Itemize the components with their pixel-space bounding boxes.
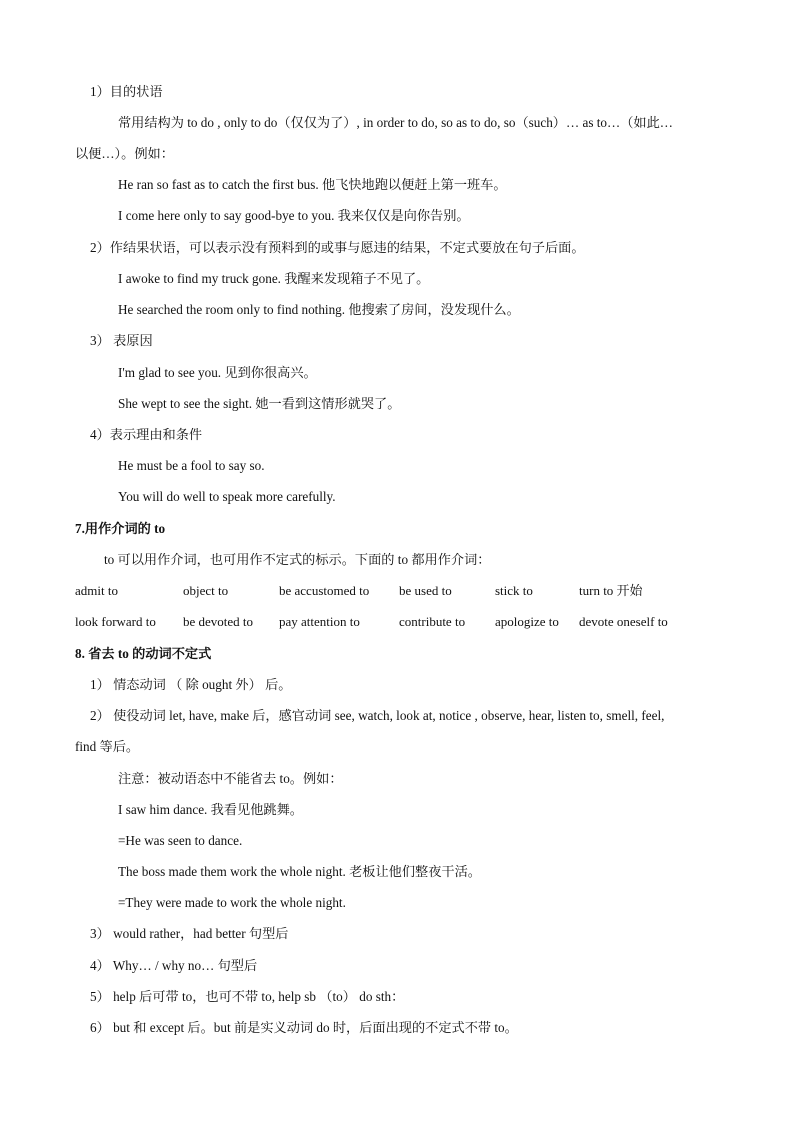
note-example-1: I saw him dance. 我看见他跳舞。 <box>118 802 303 817</box>
phrase-cell: apologize to <box>495 614 559 629</box>
purpose-example-2: I come here only to say good-bye to you. 我来仅仅是向你告别。 <box>118 208 470 223</box>
passive-note: 注意：被动语态中不能省去 to。例如： <box>118 771 343 786</box>
phrase-cell: object to <box>183 583 229 598</box>
result-adverbial-heading: 2）作结果状语，可以表示没有预料到的或事与愿违的结果，不定式要放在句子后面。 <box>90 240 585 255</box>
cause-example-2: She wept to see the sight. 她一看到这情形就哭了。 <box>118 396 401 411</box>
phrase-cell: admit to <box>75 583 118 598</box>
reason-condition-heading: 4）表示理由和条件 <box>90 427 203 442</box>
cause-heading: 3） 表原因 <box>90 333 153 348</box>
cause-example-1: I'm glad to see you. 见到你很高兴。 <box>118 365 317 380</box>
purpose-example-1: He ran so fast as to catch the first bus. 他飞快地跑以便赶上第一班车。 <box>118 177 507 192</box>
omit-to-item-5: 5） help 后可带 to，也可不带 to, help sb （to） do sth： <box>90 989 405 1004</box>
purpose-structure-text: 常用结构为 to do , only to do（仅仅为了）, in order to do, so as to do, so（such）… as to…（如此… <box>118 115 673 130</box>
reason-example-2: You will do well to speak more carefully. <box>118 489 336 504</box>
section-8-title: 8. 省去 to 的动词不定式 <box>75 646 212 661</box>
note-example-3: The boss made them work the whole night. 老板让他们整夜干活。 <box>118 864 481 879</box>
omit-to-item-2: 2） 使役动词 let, have, make 后，感官动词 see, watch, look at, notice , observe, hear, listen to, smell, feel, <box>90 708 665 723</box>
note-example-2: =He was seen to dance. <box>118 833 243 848</box>
note-example-4: =They were made to work the whole night. <box>118 895 346 910</box>
purpose-adverbial-heading: 1）目的状语 <box>90 84 163 99</box>
purpose-structure-text-cont: 以便…）。例如： <box>75 146 174 161</box>
omit-to-item-2-cont: find 等后。 <box>75 739 140 754</box>
result-example-2: He searched the room only to find nothing. 他搜索了房间，没发现什么。 <box>118 302 520 317</box>
phrase-cell: stick to <box>495 583 533 598</box>
phrase-cell: devote oneself to <box>579 614 668 629</box>
phrase-cell: turn to 开始 <box>579 583 643 598</box>
omit-to-item-1: 1） 情态动词 （ 除 ought 外） 后。 <box>90 677 292 692</box>
phrase-cell: be used to <box>399 583 452 598</box>
omit-to-item-6: 6） but 和 except 后。but 前是实义动词 do 时，后面出现的不定式不带 to。 <box>90 1020 518 1035</box>
reason-example-1: He must be a fool to say so. <box>118 458 265 473</box>
phrase-cell: contribute to <box>399 614 466 629</box>
result-example-1: I awoke to find my truck gone. 我醒来发现箱子不见了。 <box>118 271 430 286</box>
section-7-intro: to 可以用作介词，也可用作不定式的标示。下面的 to 都用作介词： <box>104 552 491 567</box>
phrase-cell: pay attention to <box>279 614 360 629</box>
phrase-cell: be accustomed to <box>279 583 370 598</box>
omit-to-item-3: 3） would rather，had better 句型后 <box>90 926 289 941</box>
phrase-cell: be devoted to <box>183 614 254 629</box>
section-7-title: 7.用作介词的 to <box>75 521 166 536</box>
phrase-cell: look forward to <box>75 614 156 629</box>
omit-to-item-4: 4） Why… / why no… 句型后 <box>90 958 258 973</box>
